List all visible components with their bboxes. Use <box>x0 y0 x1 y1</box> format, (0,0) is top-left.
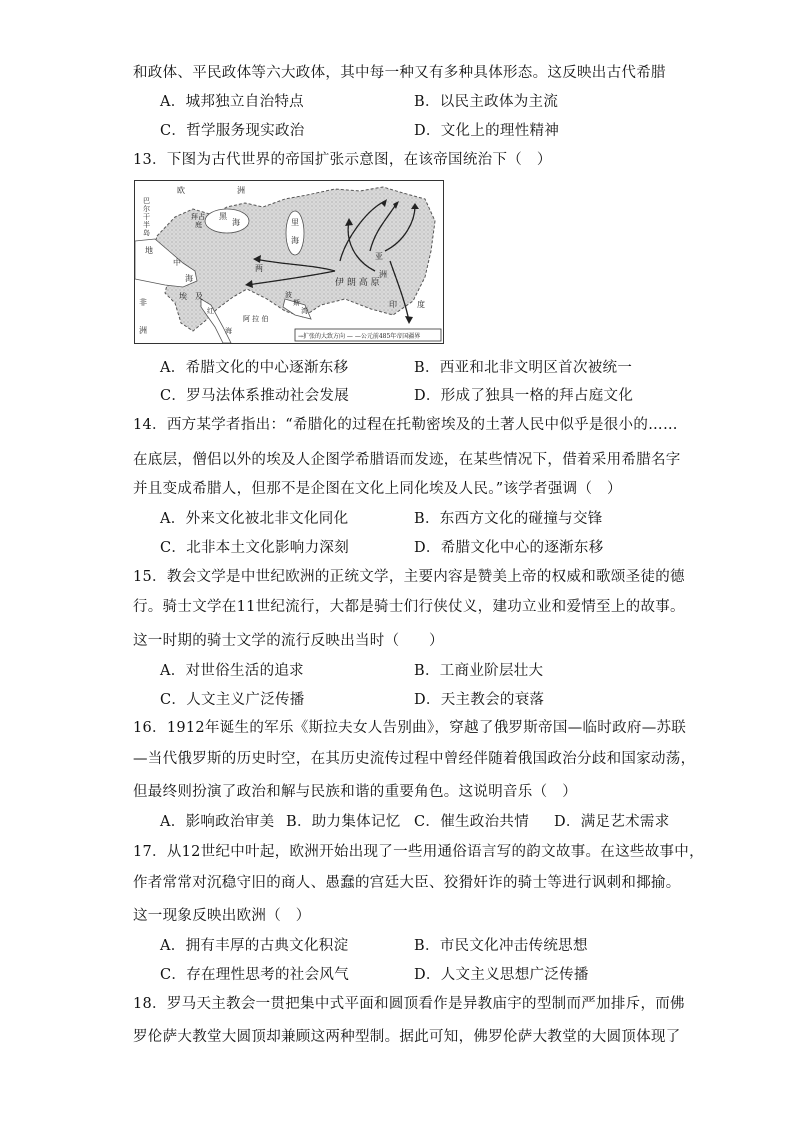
black-sea <box>205 209 249 233</box>
map-label-caspian-1: 里 <box>291 218 299 227</box>
q13-option-b[interactable]: B．西亚和北非文明区首次被统一 <box>414 360 633 376</box>
q13-option-a[interactable]: A．希腊文化的中心逐渐东移 <box>160 360 349 376</box>
q17-stem-line-3: 这一现象反映出欧洲（ ） <box>133 908 311 924</box>
q14-option-b[interactable]: B．东西方文化的碰撞与交锋 <box>414 511 603 527</box>
map-label-iran: 伊 朗 高 原 <box>335 278 380 288</box>
q15-option-b[interactable]: B．工商业阶层壮大 <box>414 663 544 679</box>
q15-option-a[interactable]: A．对世俗生活的追求 <box>160 663 304 679</box>
q17-option-a[interactable]: A．拥有丰厚的古典文化积淀 <box>160 938 349 954</box>
q16-stem-line-3: 但最终则扮演了政治和解与民族和谐的重要角色。这说明音乐（ ） <box>133 784 577 800</box>
q14-option-c[interactable]: C．北非本土文化影响力深刻 <box>160 540 349 556</box>
q17-option-d[interactable]: D．人文主义思想广泛传播 <box>414 967 589 983</box>
q16-option-c[interactable]: C．催生政治共情 <box>414 814 529 830</box>
map-label-byzantium-2: 庭 <box>195 221 202 229</box>
map-legend-text: →扩张的大致方向 — —公元前485年帝国疆界 <box>298 333 421 340</box>
map-label-egypt-2: 及 <box>195 292 203 301</box>
map-label-black-2: 海 <box>232 218 240 227</box>
q16-option-d[interactable]: D．满足艺术需求 <box>554 814 670 830</box>
map-label-arabia: 阿 拉 伯 <box>243 315 269 323</box>
map-label-balkan-5: 岛 <box>143 229 150 237</box>
q12-option-a[interactable]: A．城邦独立自治特点 <box>160 94 304 110</box>
map-label-gulf-3: 湾 <box>301 307 308 315</box>
q13-stem: 13．下图为古代世界的帝国扩张示意图，在该帝国统治下（ ） <box>133 152 552 168</box>
q15-stem-line-2: 行。骑士文学在11世纪流行，大都是骑士们行侠仗义，建功立业和爱情至上的故事。 <box>133 599 685 615</box>
q15-option-c[interactable]: C．人文主义广泛传播 <box>160 692 305 708</box>
q14-stem-line-1: 14．西方某学者指出：“希腊化的过程在托勒密埃及的土著人民中似乎是很小的…… <box>133 417 678 433</box>
empire-expansion-map <box>134 180 444 344</box>
q12-stem-tail: 和政体、平民政体等六大政体，其中每一种又有多种具体形态。这反映出古代希腊 <box>133 65 666 81</box>
map-label-caspian-2: 海 <box>291 236 299 245</box>
q17-stem-line-1: 17．从12世纪中叶起，欧洲开始出现了一些用通俗语言写的韵文故事。在这些故事中， <box>133 844 704 860</box>
q12-option-b[interactable]: B．以民主政体为主流 <box>414 94 559 110</box>
map-label-asia-1: 亚 <box>375 252 383 261</box>
q14-stem-line-3: 并且变成希腊人，但那不是企图在文化上同化埃及人民。”该学者强调（ ） <box>133 481 622 497</box>
map-label-africa-1: 非 <box>139 298 147 307</box>
map-label-india-1: 印 <box>389 300 397 309</box>
map-label-med-3: 海 <box>185 274 193 283</box>
map-label-med-1: 地 <box>145 246 153 255</box>
q17-stem-line-2: 作者常常对沉稳守旧的商人、愚蠢的宫廷大臣、狡猾奸诈的骑士等进行讽刺和揶揄。 <box>133 875 681 891</box>
q13-option-d[interactable]: D．形成了独具一格的拜占庭文化 <box>414 388 634 404</box>
map-label-byzantium-1: 拜占 <box>191 213 205 221</box>
map-label-med-2: 中 <box>173 258 181 267</box>
map-label-india-2: 度 <box>417 300 425 309</box>
map-label-europe-2: 洲 <box>237 186 245 195</box>
map-graphic <box>135 181 443 343</box>
q17-option-b[interactable]: B．市民文化冲击传统思想 <box>414 938 588 954</box>
q14-stem-line-2: 在底层，僧侣以外的埃及人企图学希腊语而发迹，在某些情况下，借着采用希腊名字 <box>133 452 681 468</box>
map-label-balkan-4: 半 <box>143 221 150 229</box>
q18-stem-line-2: 罗伦萨大教堂大圆顶却兼顾这两种型制。据此可知，佛罗伦萨大教堂的大圆顶体现了 <box>133 1029 681 1045</box>
map-label-balkan-3: 干 <box>143 213 150 221</box>
q13-option-c[interactable]: C．罗马法体系推动社会发展 <box>160 388 349 404</box>
map-label-asia-2: 洲 <box>379 270 387 279</box>
map-label-balkan-2: 尔 <box>143 205 150 213</box>
q18-stem-line-1: 18．罗马天主教会一贯把集中式平面和圆顶看作是异教庙宇的型制而严加排斥，而佛 <box>133 996 685 1012</box>
q14-option-d[interactable]: D．希腊文化中心的逐渐东移 <box>414 540 604 556</box>
map-label-red-2: 海 <box>225 327 232 335</box>
q16-stem-line-1: 16．1912年诞生的军乐《斯拉夫女人告别曲》，穿越了俄罗斯帝国—临时政府—苏联 <box>133 720 687 736</box>
map-label-africa-2: 洲 <box>139 326 147 335</box>
q16-option-b[interactable]: B．助力集体记忆 <box>286 814 401 830</box>
map-label-europe-1: 欧 <box>177 186 185 195</box>
map-label-red-1: 红 <box>207 307 214 315</box>
q15-option-d[interactable]: D．天主教会的衰落 <box>414 692 545 708</box>
map-label-balkan-1: 巴 <box>143 197 150 205</box>
q12-option-d[interactable]: D．文化上的理性精神 <box>414 123 560 139</box>
q14-option-a[interactable]: A．外来文化被北非文化同化 <box>160 511 349 527</box>
map-label-gulf-2: 斯 <box>293 299 300 307</box>
map-label-egypt-1: 埃 <box>179 292 187 301</box>
map-label-gulf-1: 波 <box>285 291 292 299</box>
q15-stem-line-3: 这一时期的骑士文学的流行反映出当时（ ） <box>133 633 444 649</box>
q16-option-a[interactable]: A．影响政治审美 <box>160 814 275 830</box>
map-label-black-1: 黑 <box>219 212 227 221</box>
q17-option-c[interactable]: C．存在理性思考的社会风气 <box>160 967 349 983</box>
q16-stem-line-2: —当代俄罗斯的历史时空，在其历史流传过程中曾经伴随着俄国政治分歧和国家动荡， <box>133 751 696 767</box>
q12-option-c[interactable]: C．哲学服务现实政治 <box>160 123 305 139</box>
q15-stem-line-1: 15．教会文学是中世纪欧洲的正统文学，主要内容是赞美上帝的权威和歌颂圣徒的德 <box>133 569 685 585</box>
map-label-two-rivers: 两 <box>255 264 263 273</box>
